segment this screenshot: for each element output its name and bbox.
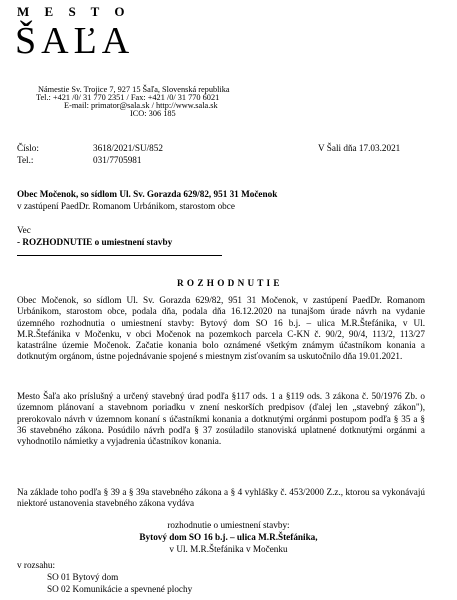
paragraph-authority: Mesto Šaľa ako príslušný a určený stavebný úrad podľa §117 ods. 1 a §119 ods. 3 zákona č. 50/1976 Zb. o územnom plánovaní a stavebnom poriadku v znení neskorších predpisov (ďalej len „stavebný zákon"), prerokovalo návrh v územnom konaní s účastníkmi konania a dotknutými orgánmi postupom podľa § 35 a § 36 stavebného zákona. Posúdilo návrh podľa § 37 zosúladilo stanoviská uplatnené dotknutými orgánmi a vyhodnotilo námietky a vyjadrenia účastníkov konania. bbox=[17, 391, 425, 447]
header-mesto: M E S T O bbox=[17, 4, 131, 19]
paragraph-proposal: Obec Močenok, so sídlom Ul. Sv. Gorazda 629/82, 951 31 Močenok, v zastúpení PaedDr. Romanom Urbánikom, starostom obce, podala dňa, podala dňa 16.12.2020 na tunajšom úrade návrh na vydanie územného rozhodnutia o umiestnení stavby: Bytový dom SO 16 b.j. – ulica M.R.Štefánika, v Ul. M.R.Štefánika v Močenku, v obci Močenok na pozemkoch parcela C-KN č. 90/2, 90/4, 113/2, 113/27 katastrálne územie Močenok. Začatie konania bolo oznámené všetkým známym účastníkom konania a dotknutým orgánom, ústne pojednávanie spojené s miestnym zisťovaním sa uskutočnilo dňa 19.01.2021. bbox=[17, 295, 425, 362]
subject-label: Vec bbox=[17, 225, 31, 235]
paragraph-basis: Na základe toho podľa § 39 a § 39a stavebného zákona a § 4 vyhlášky č. 453/2000 Z.z., ktorou sa vykonávajú niektoré ustanovenia stavebného zákona vydáva bbox=[17, 487, 425, 509]
scope-item: SO 02 Komunikácie a spevnené plochy bbox=[47, 584, 193, 594]
decision-building: Bytový dom SO 16 b.j. – ulica M.R.Štefánika, bbox=[139, 532, 318, 542]
cislo-label: Číslo: bbox=[17, 143, 39, 153]
document-date: V Šali dňa 17.03.2021 bbox=[318, 143, 401, 153]
scope-label: v rozsahu: bbox=[17, 560, 56, 570]
decision-location: v Ul. M.R.Štefánika v Močenku bbox=[169, 544, 288, 554]
header-email-web: E-mail: primator@sala.sk / http://www.sala.sk bbox=[64, 101, 218, 110]
cislo-value: 3618/2021/SU/852 bbox=[93, 143, 163, 153]
document-title: R O Z H O D N U T I E bbox=[176, 278, 281, 288]
subject-underline bbox=[17, 255, 222, 256]
recipient-name: Obec Močenok, so sídlom Ul. Sv. Gorazda 629/82, 951 31 Močenok bbox=[17, 189, 278, 199]
header-address: Námestie Sv. Trojice 7, 927 15 Šaľa, Slovenská republika bbox=[38, 85, 230, 94]
tel-label: Tel.: bbox=[17, 155, 34, 165]
header-city-name: ŠAĽA bbox=[15, 20, 135, 62]
subject-text: - ROZHODNUTIE o umiestnení stavby bbox=[17, 237, 173, 247]
header-ico: ICO: 306 185 bbox=[130, 109, 176, 118]
scope-item: SO 01 Bytový dom bbox=[47, 572, 119, 582]
decision-intro: rozhodnutie o umiestnení stavby: bbox=[167, 520, 290, 530]
recipient-representative: v zastúpení PaedDr. Romanom Urbánikom, starostom obce bbox=[17, 201, 235, 211]
tel-value: 031/7705981 bbox=[93, 155, 142, 165]
header-tel-fax: Tel.: +421 /0/ 31 770 2351 / Fax: +421 /0/ 31 770 6021 bbox=[36, 93, 220, 102]
